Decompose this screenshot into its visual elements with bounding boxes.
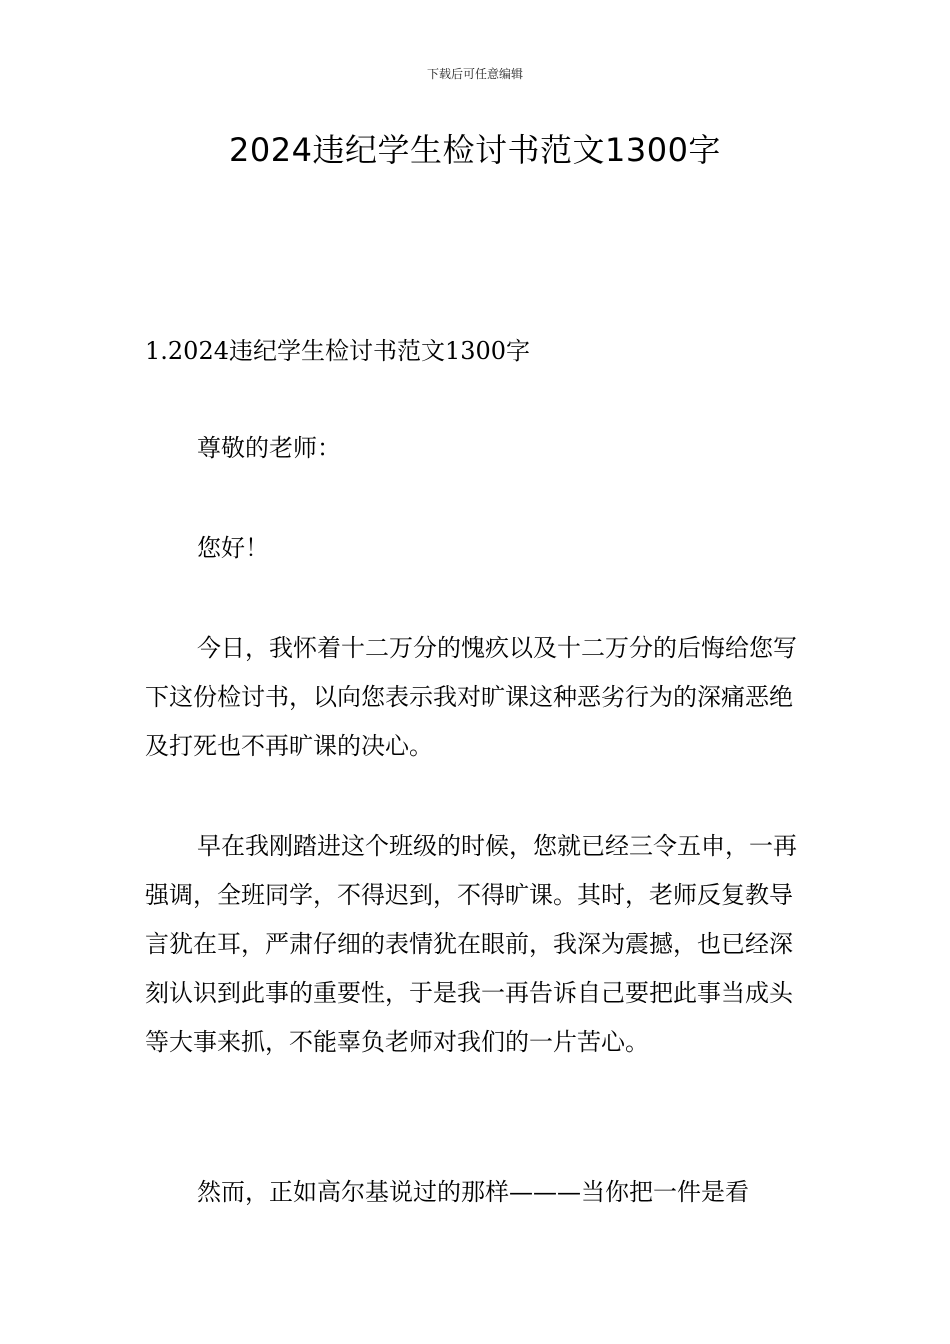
greeting: 您好！ [197, 534, 269, 562]
paragraph-3: 然而，正如高尔基说过的那样———当你把一件是看 [197, 1178, 749, 1206]
salutation: 尊敬的老师： [197, 434, 341, 462]
paragraph-2: 早在我刚踏进这个班级的时候，您就已经三令五申，一再强调，全班同学，不得迟到，不得旷课。其时，老师反复教导言犹在耳，严肃仔细的表情犹在眼前，我深为震撼，也已经深刻认识到此事的重要性，于是我一再告诉自己要把此事当成头等大事来抓，不能辜负老师对我们的一片苦心。 [145, 832, 797, 1056]
document-title: 2024违纪学生检讨书范文1300字 [229, 131, 721, 169]
header-note: 下载后可任意编辑 [426, 67, 523, 81]
section-heading: 1.2024违纪学生检讨书范文1300字 [145, 337, 531, 365]
paragraph-1: 今日，我怀着十二万分的愧疚以及十二万分的后悔给您写下这份检讨书，以向您表示我对旷课这种恶劣行为的深痛恶绝及打死也不再旷课的决心。 [145, 634, 797, 760]
